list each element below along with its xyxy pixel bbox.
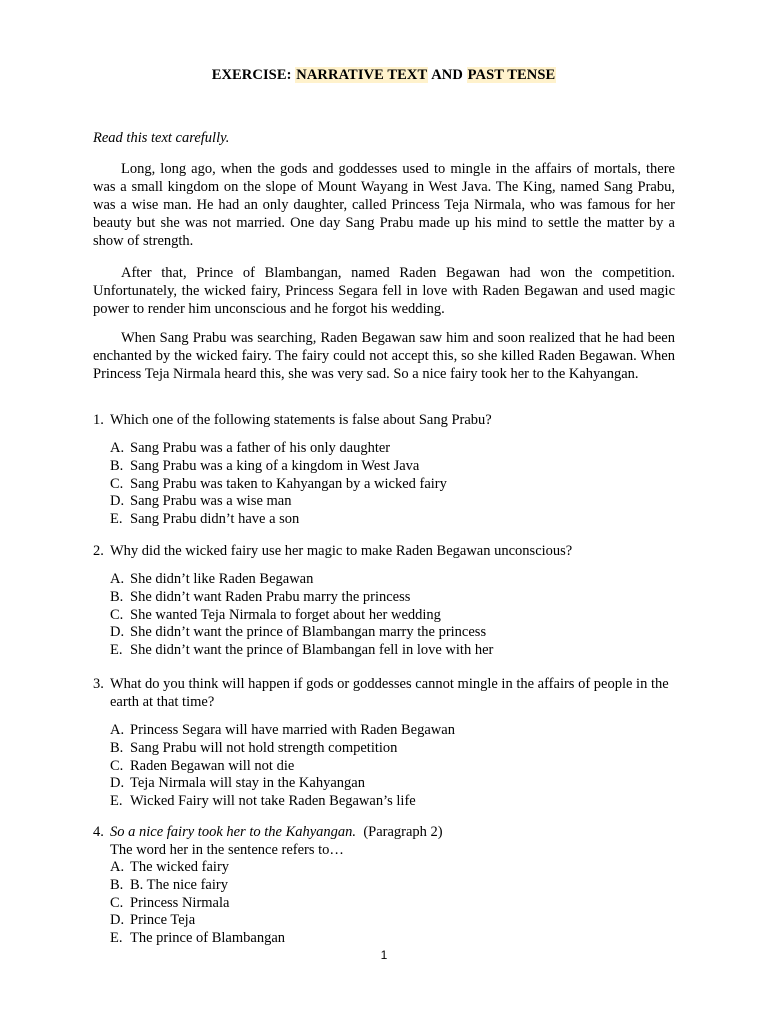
option-d	[110, 493, 447, 511]
option-text: Sang Prabu didn’t have a son	[130, 511, 300, 528]
question-number: 1.	[93, 412, 104, 428]
option-text: Wicked Fairy will not take Raden Begawan’s life	[130, 793, 416, 810]
question-number: 3.	[93, 676, 104, 692]
option-text: She didn’t want the prince of Blambangan fell in love with her	[130, 642, 494, 659]
option-text: She didn’t want Raden Prabu marry the princess	[130, 588, 411, 605]
question-quote-line	[110, 823, 683, 841]
option-text: Princess Nirmala	[130, 894, 230, 911]
option-text: Sang Prabu was a father of his only daughter	[130, 440, 391, 456]
option-b	[110, 740, 455, 758]
option-text: Teja Nirmala will stay in the Kahyangan	[130, 775, 365, 792]
paragraph-3: When Sang Prabu was searching, Raden Begawan saw him and soon realized that he had been enchanted by the wicked fairy. The fairy could not accept this, so she killed Raden Begawan. When Princess Teja Nirmala heard this, she was very sad. So a nice fairy took her to the Kahyangan.	[93, 330, 675, 382]
page-number: 1	[380, 948, 388, 962]
option-letter: E.	[110, 930, 123, 947]
option-text: She wanted Teja Nirmala to forget about her wedding	[130, 606, 441, 623]
option-text: The prince of Blambangan	[130, 930, 286, 947]
option-letter: B.	[110, 739, 124, 756]
option-e	[110, 930, 285, 948]
question-stem: The word her in the sentence refers to…	[110, 842, 344, 858]
option-text: Sang Prabu was a wise man	[130, 493, 292, 510]
option-letter: D.	[110, 775, 125, 792]
option-d	[110, 912, 285, 930]
option-letter: D.	[110, 912, 125, 929]
option-letter: E.	[110, 642, 123, 659]
option-a	[110, 571, 493, 589]
option-c	[110, 476, 447, 494]
question-2-options	[110, 571, 493, 660]
option-letter: A.	[110, 440, 125, 456]
option-text: She didn’t like Raden Begawan	[130, 571, 314, 587]
title-highlight-past-tense: PAST TENSE	[467, 67, 556, 83]
option-c	[110, 895, 285, 913]
option-text: Raden Begawan will not die	[130, 757, 295, 774]
option-e	[110, 511, 447, 529]
question-4	[93, 823, 683, 841]
option-letter: B.	[110, 588, 124, 605]
instruction: Read this text carefully.	[93, 130, 230, 146]
option-e	[110, 793, 455, 811]
option-letter: A.	[110, 722, 125, 738]
option-text: Sang Prabu will not hold strength competition	[130, 739, 398, 756]
question-3-options	[110, 722, 455, 811]
option-a	[110, 722, 455, 740]
option-d	[110, 624, 493, 642]
option-letter: A.	[110, 571, 125, 587]
page-title	[0, 67, 768, 84]
paragraph-2: After that, Prince of Blambangan, named Raden Begawan had won the competition. Unfortunately, the wicked fairy, Princess Segara fell in love with Raden Begawan and used magic power to render him unconscious and he forgot his wedding.	[93, 265, 675, 317]
option-letter: B.	[110, 876, 124, 893]
option-letter: C.	[110, 757, 124, 774]
question-3	[93, 675, 683, 711]
option-text: Princess Segara will have married with Raden Begawan	[130, 722, 455, 738]
option-d	[110, 775, 455, 793]
option-text: Sang Prabu was taken to Kahyangan by a wicked fairy	[130, 475, 447, 492]
title-prefix: EXERCISE:	[211, 67, 296, 83]
question-stem: What do you think will happen if gods or goddesses cannot mingle in the affairs of people in the earth at that time?	[110, 676, 669, 710]
question-number: 2.	[93, 543, 104, 559]
title-highlight-narrative: NARRATIVE TEXT	[296, 67, 428, 83]
option-letter: B.	[110, 457, 124, 474]
option-e	[110, 642, 493, 660]
option-c	[110, 607, 493, 625]
option-text: The wicked fairy	[130, 859, 230, 875]
option-letter: E.	[110, 511, 123, 528]
option-letter: E.	[110, 793, 123, 810]
question-reference: (Paragraph 2)	[363, 824, 443, 840]
question-quote: So a nice fairy took her to the Kahyangan.	[110, 824, 357, 840]
option-letter: D.	[110, 493, 125, 510]
option-a	[110, 859, 285, 877]
option-text: B. The nice fairy	[130, 876, 228, 893]
option-letter: C.	[110, 894, 124, 911]
option-c	[110, 758, 455, 776]
question-1	[93, 411, 683, 429]
option-b	[110, 877, 285, 895]
option-text: Sang Prabu was a king of a kingdom in West Java	[130, 457, 420, 474]
title-middle: AND	[428, 67, 467, 83]
question-stem: Why did the wicked fairy use her magic to make Raden Begawan unconscious?	[110, 543, 573, 559]
question-1-options	[110, 440, 447, 529]
option-b	[110, 589, 493, 607]
option-letter: A.	[110, 859, 125, 875]
option-letter: D.	[110, 624, 125, 641]
question-2	[93, 542, 683, 560]
paragraph-1: Long, long ago, when the gods and goddesses used to mingle in the affairs of mortals, there was a small kingdom on the slope of Mount Wayang in West Java. The King, named Sang Prabu, was a wise man. He had an only daughter, called Princess Teja Nirmala, who was famous for her beauty but she was not married. One day Sang Prabu made up his mind to settle the matter by a show of strength.	[93, 161, 675, 249]
option-text: She didn’t want the prince of Blambangan marry the princess	[130, 624, 487, 641]
question-4-options	[110, 859, 285, 948]
question-number: 4.	[93, 824, 104, 840]
option-text: Prince Teja	[130, 912, 196, 929]
option-letter: C.	[110, 475, 124, 492]
option-letter: C.	[110, 606, 124, 623]
option-a	[110, 440, 447, 458]
question-stem: Which one of the following statements is false about Sang Prabu?	[110, 412, 492, 428]
option-b	[110, 458, 447, 476]
